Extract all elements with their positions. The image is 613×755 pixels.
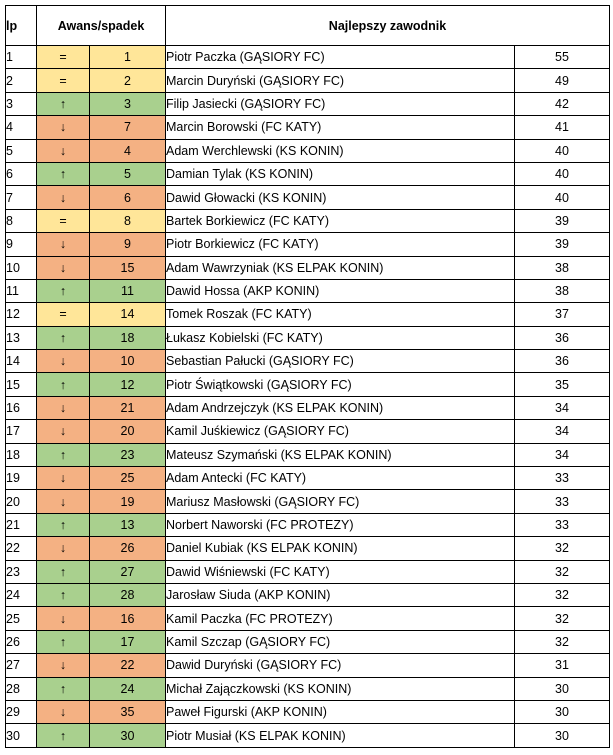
rank-cell: 8	[6, 209, 37, 232]
player-cell: Bartek Borkiewicz (FC KATY)	[166, 209, 515, 232]
player-cell: Piotr Świątkowski (GĄSIORY FC)	[166, 373, 515, 396]
ranking-table	[5, 5, 610, 748]
points-cell: 49	[515, 69, 610, 92]
rank-cell: 4	[6, 116, 37, 139]
rank-cell: 22	[6, 537, 37, 560]
arrow-down-icon: ↓	[59, 260, 67, 275]
rank-cell: 9	[6, 233, 37, 256]
rank-cell: 25	[6, 607, 37, 630]
player-cell: Marcin Borowski (FC KATY)	[166, 116, 515, 139]
change-cell	[37, 560, 90, 583]
points-cell: 40	[515, 162, 610, 185]
previous-rank-cell: 35	[90, 700, 166, 723]
points-cell: 39	[515, 233, 610, 256]
points-cell: 33	[515, 467, 610, 490]
rank-cell: 5	[6, 139, 37, 162]
previous-rank-cell: 17	[90, 630, 166, 653]
player-cell: Mateusz Szymański (KS ELPAK KONIN)	[166, 443, 515, 466]
points-cell: 40	[515, 139, 610, 162]
table-row	[6, 162, 610, 185]
previous-rank-cell: 4	[90, 139, 166, 162]
points-cell: 40	[515, 186, 610, 209]
change-cell	[37, 92, 90, 115]
table-row	[6, 583, 610, 606]
player-cell: Mariusz Masłowski (GĄSIORY FC)	[166, 490, 515, 513]
player-cell: Adam Werchlewski (KS KONIN)	[166, 139, 515, 162]
header-best-player: Najlepszy zawodnik	[166, 6, 610, 46]
rank-cell: 26	[6, 630, 37, 653]
rank-cell: 27	[6, 654, 37, 677]
previous-rank-cell: 3	[90, 92, 166, 115]
arrow-up-icon: ↑	[59, 681, 67, 696]
table-row	[6, 233, 610, 256]
points-cell: 42	[515, 92, 610, 115]
arrow-up-icon: ↑	[59, 728, 67, 743]
previous-rank-cell: 30	[90, 724, 166, 747]
table-row	[6, 607, 610, 630]
table-row	[6, 630, 610, 653]
change-cell	[37, 396, 90, 419]
change-cell	[37, 256, 90, 279]
change-cell	[37, 46, 90, 69]
points-cell: 30	[515, 700, 610, 723]
table-row	[6, 326, 610, 349]
change-cell	[37, 467, 90, 490]
arrow-down-icon: ↓	[59, 190, 67, 205]
rank-cell: 23	[6, 560, 37, 583]
change-cell	[37, 700, 90, 723]
player-cell: Sebastian Pałucki (GĄSIORY FC)	[166, 350, 515, 373]
change-cell	[37, 654, 90, 677]
points-cell: 30	[515, 677, 610, 700]
change-cell	[37, 583, 90, 606]
previous-rank-cell: 24	[90, 677, 166, 700]
previous-rank-cell: 18	[90, 326, 166, 349]
previous-rank-cell: 13	[90, 513, 166, 536]
change-cell	[37, 677, 90, 700]
points-cell: 31	[515, 654, 610, 677]
player-cell: Adam Andrzejczyk (KS ELPAK KONIN)	[166, 396, 515, 419]
player-cell: Damian Tylak (KS KONIN)	[166, 162, 515, 185]
header-row	[6, 6, 610, 46]
change-cell	[37, 537, 90, 560]
points-cell: 35	[515, 373, 610, 396]
arrow-down-icon: ↓	[59, 237, 67, 252]
arrow-down-icon: ↓	[59, 471, 67, 486]
equals-icon: =	[59, 50, 67, 65]
arrow-up-icon: ↑	[59, 167, 67, 182]
previous-rank-cell: 6	[90, 186, 166, 209]
table-row	[6, 69, 610, 92]
table-row	[6, 256, 610, 279]
table-row	[6, 139, 610, 162]
rank-cell: 2	[6, 69, 37, 92]
arrow-up-icon: ↑	[59, 588, 67, 603]
rank-cell: 10	[6, 256, 37, 279]
player-cell: Paweł Figurski (AKP KONIN)	[166, 700, 515, 723]
player-cell: Tomek Roszak (FC KATY)	[166, 303, 515, 326]
player-cell: Piotr Borkiewicz (FC KATY)	[166, 233, 515, 256]
arrow-down-icon: ↓	[59, 424, 67, 439]
rank-cell: 12	[6, 303, 37, 326]
rank-cell: 15	[6, 373, 37, 396]
previous-rank-cell: 28	[90, 583, 166, 606]
points-cell: 34	[515, 443, 610, 466]
table-row	[6, 654, 610, 677]
points-cell: 33	[515, 490, 610, 513]
arrow-down-icon: ↓	[59, 354, 67, 369]
player-cell: Piotr Musiał (KS ELPAK KONIN)	[166, 724, 515, 747]
previous-rank-cell: 22	[90, 654, 166, 677]
table-row	[6, 420, 610, 443]
points-cell: 34	[515, 396, 610, 419]
points-cell: 36	[515, 350, 610, 373]
table-row	[6, 396, 610, 419]
player-cell: Piotr Paczka (GĄSIORY FC)	[166, 46, 515, 69]
previous-rank-cell: 14	[90, 303, 166, 326]
player-cell: Kamil Paczka (FC PROTEZY)	[166, 607, 515, 630]
points-cell: 32	[515, 583, 610, 606]
rank-cell: 19	[6, 467, 37, 490]
arrow-up-icon: ↑	[59, 377, 67, 392]
rank-cell: 29	[6, 700, 37, 723]
table-row	[6, 46, 610, 69]
points-cell: 39	[515, 209, 610, 232]
points-cell: 38	[515, 256, 610, 279]
table-row	[6, 373, 610, 396]
previous-rank-cell: 10	[90, 350, 166, 373]
table-row	[6, 560, 610, 583]
table-row	[6, 92, 610, 115]
change-cell	[37, 607, 90, 630]
arrow-down-icon: ↓	[59, 541, 67, 556]
arrow-down-icon: ↓	[59, 143, 67, 158]
player-cell: Daniel Kubiak (KS ELPAK KONIN)	[166, 537, 515, 560]
table-row	[6, 350, 610, 373]
table-row	[6, 677, 610, 700]
points-cell: 37	[515, 303, 610, 326]
rank-cell: 17	[6, 420, 37, 443]
player-cell: Michał Zajączkowski (KS KONIN)	[166, 677, 515, 700]
previous-rank-cell: 16	[90, 607, 166, 630]
table-row	[6, 467, 610, 490]
table-row	[6, 724, 610, 747]
change-cell	[37, 186, 90, 209]
player-cell: Kamil Juśkiewicz (GĄSIORY FC)	[166, 420, 515, 443]
change-cell	[37, 69, 90, 92]
previous-rank-cell: 15	[90, 256, 166, 279]
change-cell	[37, 326, 90, 349]
points-cell: 32	[515, 537, 610, 560]
rank-cell: 14	[6, 350, 37, 373]
table-row	[6, 303, 610, 326]
arrow-down-icon: ↓	[59, 705, 67, 720]
rank-cell: 6	[6, 162, 37, 185]
arrow-down-icon: ↓	[59, 611, 67, 626]
table-row	[6, 116, 610, 139]
change-cell	[37, 139, 90, 162]
table-row	[6, 513, 610, 536]
change-cell	[37, 420, 90, 443]
rank-cell: 20	[6, 490, 37, 513]
arrow-down-icon: ↓	[59, 401, 67, 416]
change-cell	[37, 116, 90, 139]
player-cell: Filip Jasiecki (GĄSIORY FC)	[166, 92, 515, 115]
previous-rank-cell: 7	[90, 116, 166, 139]
rank-cell: 30	[6, 724, 37, 747]
table-row	[6, 700, 610, 723]
player-cell: Norbert Naworski (FC PROTEZY)	[166, 513, 515, 536]
rank-cell: 28	[6, 677, 37, 700]
arrow-up-icon: ↑	[59, 564, 67, 579]
rank-cell: 24	[6, 583, 37, 606]
points-cell: 38	[515, 279, 610, 302]
previous-rank-cell: 9	[90, 233, 166, 256]
rank-cell: 3	[6, 92, 37, 115]
arrow-down-icon: ↓	[59, 120, 67, 135]
table-row	[6, 209, 610, 232]
arrow-up-icon: ↑	[59, 330, 67, 345]
table-row	[6, 443, 610, 466]
points-cell: 36	[515, 326, 610, 349]
change-cell	[37, 233, 90, 256]
previous-rank-cell: 2	[90, 69, 166, 92]
points-cell: 32	[515, 560, 610, 583]
player-cell: Jarosław Siuda (AKP KONIN)	[166, 583, 515, 606]
change-cell	[37, 373, 90, 396]
arrow-up-icon: ↑	[59, 447, 67, 462]
previous-rank-cell: 21	[90, 396, 166, 419]
previous-rank-cell: 5	[90, 162, 166, 185]
previous-rank-cell: 27	[90, 560, 166, 583]
arrow-up-icon: ↑	[59, 634, 67, 649]
previous-rank-cell: 20	[90, 420, 166, 443]
rank-cell: 11	[6, 279, 37, 302]
player-cell: Kamil Szczap (GĄSIORY FC)	[166, 630, 515, 653]
points-cell: 32	[515, 607, 610, 630]
change-cell	[37, 443, 90, 466]
player-cell: Dawid Hossa (AKP KONIN)	[166, 279, 515, 302]
player-cell: Adam Wawrzyniak (KS ELPAK KONIN)	[166, 256, 515, 279]
previous-rank-cell: 23	[90, 443, 166, 466]
arrow-up-icon: ↑	[59, 518, 67, 532]
rank-cell: 1	[6, 46, 37, 69]
change-cell	[37, 630, 90, 653]
change-cell	[37, 513, 90, 536]
change-cell	[37, 724, 90, 747]
change-cell	[37, 209, 90, 232]
rank-cell: 18	[6, 443, 37, 466]
header-lp: lp	[6, 6, 37, 46]
points-cell: 33	[515, 513, 610, 536]
previous-rank-cell: 12	[90, 373, 166, 396]
player-cell: Marcin Duryński (GĄSIORY FC)	[166, 69, 515, 92]
points-cell: 41	[515, 116, 610, 139]
previous-rank-cell: 1	[90, 46, 166, 69]
previous-rank-cell: 25	[90, 467, 166, 490]
rank-cell: 21	[6, 513, 37, 536]
rank-cell: 13	[6, 326, 37, 349]
points-cell: 34	[515, 420, 610, 443]
equals-icon: =	[59, 213, 67, 228]
player-cell: Łukasz Kobielski (FC KATY)	[166, 326, 515, 349]
arrow-up-icon: ↑	[59, 96, 67, 111]
change-cell	[37, 279, 90, 302]
player-cell: Dawid Wiśniewski (FC KATY)	[166, 560, 515, 583]
change-cell	[37, 303, 90, 326]
equals-icon: =	[59, 73, 67, 88]
rank-cell: 16	[6, 396, 37, 419]
points-cell: 30	[515, 724, 610, 747]
points-cell: 55	[515, 46, 610, 69]
points-cell: 32	[515, 630, 610, 653]
player-cell: Dawid Głowacki (KS KONIN)	[166, 186, 515, 209]
header-movement: Awans/spadek	[37, 6, 166, 46]
previous-rank-cell: 26	[90, 537, 166, 560]
arrow-up-icon: ↑	[59, 284, 67, 299]
previous-rank-cell: 11	[90, 279, 166, 302]
arrow-down-icon: ↓	[59, 658, 67, 673]
player-cell: Adam Antecki (FC KATY)	[166, 467, 515, 490]
change-cell	[37, 350, 90, 373]
equals-icon: =	[59, 307, 67, 322]
table-row	[6, 279, 610, 302]
table-row	[6, 490, 610, 513]
table-row	[6, 186, 610, 209]
previous-rank-cell: 8	[90, 209, 166, 232]
player-cell: Dawid Duryński (GĄSIORY FC)	[166, 654, 515, 677]
previous-rank-cell: 19	[90, 490, 166, 513]
arrow-down-icon: ↓	[59, 494, 67, 509]
rank-cell: 7	[6, 186, 37, 209]
table-row	[6, 537, 610, 560]
change-cell	[37, 162, 90, 185]
change-cell	[37, 490, 90, 513]
